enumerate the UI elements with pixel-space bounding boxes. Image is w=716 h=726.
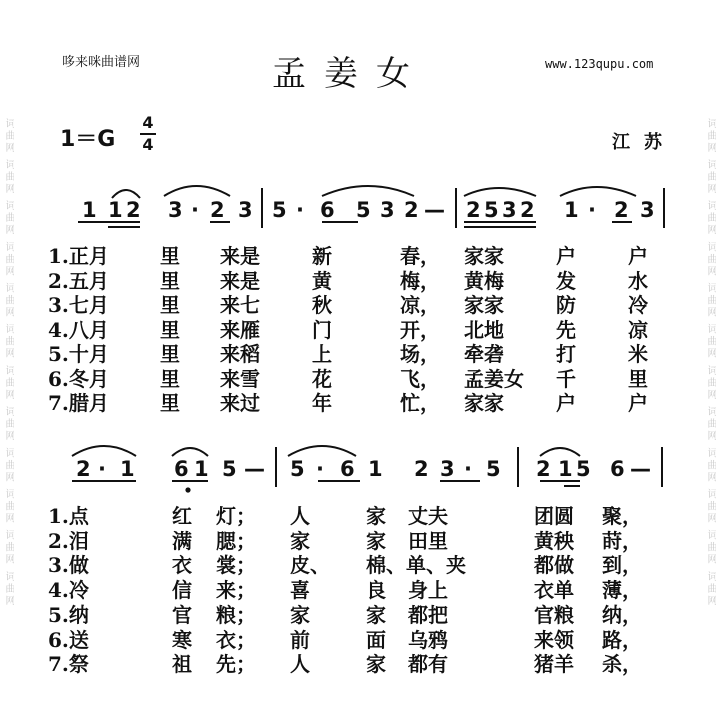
note: —: [424, 198, 445, 222]
note: 6: [610, 457, 625, 481]
lyric-cell: 里: [160, 342, 180, 366]
lyric-cell: 门: [312, 317, 332, 342]
lyric-row: [0, 504, 716, 528]
note: 3: [502, 198, 517, 222]
lyric-cell: 3.七月: [48, 293, 109, 317]
note: 3: [440, 457, 455, 481]
lyric-row: [0, 578, 716, 602]
lyric-cell: 防: [556, 293, 576, 317]
lyric-cell: 乌鸦: [408, 627, 448, 652]
lyric-cell: 良: [366, 578, 386, 603]
note: ·: [296, 198, 304, 222]
note: —: [244, 457, 265, 481]
lyric-cell: 红: [172, 504, 192, 528]
site-name: 哆来咪曲谱网: [62, 55, 141, 70]
lyric-cell: 前: [290, 627, 310, 652]
note: 1: [368, 457, 383, 481]
watermark-right: 词曲网 词曲网 词曲网 词曲网 词曲网 词曲网 词曲网 词曲网 词曲网 词曲网 词曲网 词曲网: [705, 118, 716, 608]
lyric-cell: 杀，: [602, 652, 642, 677]
time-top: 4: [142, 113, 154, 132]
note: 5: [576, 457, 591, 481]
lyric-cell: 家: [290, 528, 310, 553]
note: —: [630, 457, 651, 481]
lyric-cell: 聚，: [602, 504, 642, 528]
lyric-cell: 7.腊月: [48, 391, 109, 415]
lyric-row: [0, 342, 716, 366]
region-label: 江苏: [612, 132, 676, 153]
lyric-cell: 都做: [534, 553, 574, 578]
lyric-cell: 6.冬月: [48, 366, 109, 391]
lyric-row: [0, 293, 716, 317]
lyric-row: [0, 244, 716, 268]
note: 2: [210, 198, 225, 222]
lyric-cell: 先；: [216, 652, 256, 677]
lyric-cell: 户: [628, 244, 648, 268]
note: 5: [486, 457, 501, 481]
lyric-row: [0, 367, 716, 391]
lyric-cell: 家家: [464, 244, 504, 268]
lyric-cell: 7.祭: [48, 652, 89, 677]
lyric-row: [0, 529, 716, 553]
note: 1: [558, 457, 573, 481]
note: ·: [464, 457, 472, 481]
lyric-cell: 来七: [220, 293, 260, 317]
lyric-cell: 冷: [628, 293, 648, 317]
lyric-cell: 2.五月: [48, 268, 109, 293]
lyric-cell: 户: [556, 244, 576, 268]
lyric-cell: 户: [556, 391, 576, 415]
lyric-cell: 来领: [534, 627, 574, 652]
lyric-cell: 人: [290, 504, 310, 528]
lyric-cell: 团圆: [534, 504, 574, 528]
note: 6: [340, 457, 355, 481]
note: 2: [76, 457, 91, 481]
lyric-cell: 家: [366, 528, 386, 553]
lyric-cell: 都有: [408, 652, 448, 677]
lyric-cell: 里: [160, 244, 180, 268]
lyric-cell: 飞，: [400, 366, 440, 391]
note: 5: [290, 457, 305, 481]
key-signature: 1＝G: [60, 127, 116, 152]
note: 2: [414, 457, 429, 481]
lyric-cell: 来是: [220, 244, 260, 268]
lyric-cell: 发: [556, 268, 576, 293]
lyric-cell: 户: [628, 391, 648, 415]
lyric-cell: 灯；: [216, 504, 256, 528]
lyric-row: [0, 652, 716, 676]
lyric-cell: 孟姜女: [464, 366, 524, 391]
lyric-cell: 来是: [220, 268, 260, 293]
page-title: 孟姜女: [272, 54, 428, 94]
lyric-cell: 牵砻: [464, 342, 504, 366]
lyric-cell: 5.十月: [48, 342, 109, 366]
lyric-cell: 喜: [290, 578, 310, 603]
lyric-cell: 1.点: [48, 504, 89, 528]
lyric-cell: 薄，: [602, 578, 642, 603]
note: 2: [614, 198, 629, 222]
lyric-cell: 纳，: [602, 602, 642, 627]
lyric-cell: 水: [628, 268, 648, 293]
lyric-cell: 4.八月: [48, 317, 109, 342]
lyric-cell: 来雁: [220, 317, 260, 342]
lyric-cell: 身上: [408, 578, 448, 603]
lyric-cell: 场，: [400, 342, 440, 366]
lyric-cell: 梅，: [400, 268, 440, 293]
note: 3: [380, 198, 395, 222]
lyric-cell: 家: [366, 602, 386, 627]
note: 3: [168, 198, 183, 222]
lyric-cell: 寒: [172, 627, 192, 652]
lyric-cell: 黄梅: [464, 268, 504, 293]
watermark-left: 词曲网 词曲网 词曲网 词曲网 词曲网 词曲网 词曲网 词曲网 词曲网 词曲网 词曲网 词曲网: [3, 118, 14, 608]
lyric-cell: 来稻: [220, 342, 260, 366]
lyric-cell: 家: [290, 602, 310, 627]
note: 1: [564, 198, 579, 222]
note: 5: [222, 457, 237, 481]
note: 2: [536, 457, 551, 481]
lyric-row: [0, 391, 716, 415]
lyric-cell: 面: [366, 627, 386, 652]
note: ·: [588, 198, 596, 222]
site-url: www.123qupu.com: [545, 57, 654, 71]
lyric-cell: 6.送: [48, 627, 89, 652]
lyric-cell: 皮、: [290, 553, 330, 578]
note: 5: [356, 198, 371, 222]
lyric-cell: 凉，: [400, 293, 440, 317]
lyric-cell: 里: [160, 268, 180, 293]
lyric-cell: 5.纳: [48, 602, 89, 627]
lyric-cell: 里: [628, 366, 648, 391]
note: 2: [404, 198, 419, 222]
lyric-cell: 家: [366, 652, 386, 677]
lyric-cell: 家家: [464, 391, 504, 415]
note: ·: [191, 198, 199, 222]
note: 3: [238, 198, 253, 222]
lyric-cell: 北地: [464, 317, 504, 342]
lyric-cell: 腮；: [216, 528, 256, 553]
lyric-cell: 里: [160, 391, 180, 415]
lyric-cell: 2.泪: [48, 528, 89, 553]
lyric-cell: 猪羊: [534, 652, 574, 677]
lyric-cell: 先: [556, 317, 576, 342]
note: 6: [174, 457, 189, 481]
note: ·: [316, 457, 324, 481]
lyric-cell: 春，: [400, 244, 440, 268]
lyric-row: [0, 553, 716, 577]
lyric-row: [0, 318, 716, 342]
note: 6: [320, 198, 335, 222]
note: 1: [120, 457, 135, 481]
lyric-cell: 黄秧: [534, 528, 574, 553]
lyric-cell: 打: [556, 342, 576, 366]
lyric-cell: 裳；: [216, 553, 256, 578]
lyric-cell: 米: [628, 342, 648, 366]
time-bottom: 4: [142, 135, 154, 154]
lyric-cell: 丈夫: [408, 504, 448, 528]
lyric-cell: 开，: [400, 317, 440, 342]
lyric-cell: 信: [172, 578, 192, 603]
lyric-cell: 都把: [408, 602, 448, 627]
lyric-row: [0, 628, 716, 652]
lyric-cell: 人: [290, 652, 310, 677]
lyric-cell: 里: [160, 317, 180, 342]
lyric-cell: 4.冷: [48, 578, 89, 603]
lyric-cell: 秋: [312, 293, 332, 317]
lyric-cell: 上: [312, 342, 332, 366]
note: 2: [520, 198, 535, 222]
note: 1: [194, 457, 209, 481]
lyric-cell: 满: [172, 528, 192, 553]
lyric-cell: 田里: [408, 528, 448, 553]
note: 2: [466, 198, 481, 222]
lyric-cell: 年: [312, 391, 332, 415]
lyric-cell: 来雪: [220, 366, 260, 391]
lyric-cell: 衣；: [216, 627, 256, 652]
lyric-cell: 3.做: [48, 553, 89, 578]
lyric-cell: 家家: [464, 293, 504, 317]
note: 1: [108, 198, 123, 222]
lyric-cell: 粮；: [216, 602, 256, 627]
lyric-cell: 1.正月: [48, 244, 109, 268]
lyric-cell: 衣单: [534, 578, 574, 603]
lyric-cell: 里: [160, 293, 180, 317]
lyric-cell: 衣: [172, 553, 192, 578]
note: 1: [82, 198, 97, 222]
lyric-cell: 官: [172, 602, 192, 627]
lyric-cell: 新: [312, 244, 332, 268]
note: ·: [98, 457, 106, 481]
lyric-cell: 黄: [312, 268, 332, 293]
lyric-cell: 路，: [602, 627, 642, 652]
lyric-cell: 来；: [216, 578, 256, 603]
note: 5: [484, 198, 499, 222]
lyric-cell: 莳，: [602, 528, 642, 553]
lyric-cell: 千: [556, 366, 576, 391]
lyric-cell: 祖: [172, 652, 192, 677]
lyric-cell: 家: [366, 504, 386, 528]
note: 3: [640, 198, 655, 222]
lyric-cell: 到，: [602, 553, 642, 578]
lyric-cell: 忙，: [400, 391, 440, 415]
lyric-cell: 棉、单、夹: [366, 553, 466, 578]
lyric-cell: 来过: [220, 391, 260, 415]
lyric-cell: 里: [160, 366, 180, 391]
note: 5: [272, 198, 287, 222]
lyric-cell: 官粮: [534, 602, 574, 627]
lyric-cell: 凉: [628, 317, 648, 342]
lyric-cell: 花: [312, 366, 332, 391]
note: 2: [126, 198, 141, 222]
lyric-row: [0, 269, 716, 293]
lyric-row: [0, 603, 716, 627]
